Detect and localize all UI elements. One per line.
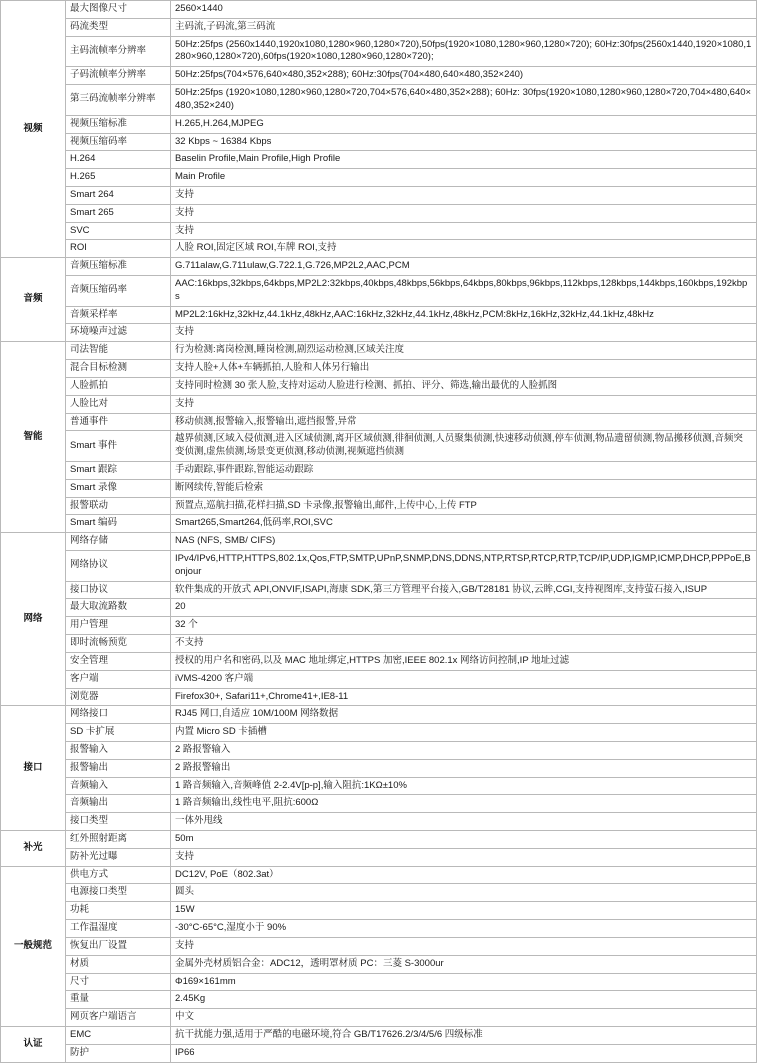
spec-value: 支持: [171, 204, 757, 222]
table-row: [1, 955, 757, 973]
spec-value: 支持同时检测 30 张人脸,支持对运动人脸进行检测、抓拍、评分、筛选,输出最优的人脸抓图: [171, 377, 757, 395]
spec-label: 最大图像尺寸: [66, 1, 171, 19]
spec-label: 材质: [66, 955, 171, 973]
spec-label: 网络接口: [66, 706, 171, 724]
table-row: [1, 276, 757, 307]
spec-label: 尺寸: [66, 973, 171, 991]
spec-value: 断网续传,智能后检索: [171, 479, 757, 497]
table-row: [1, 461, 757, 479]
spec-label: 网络协议: [66, 551, 171, 582]
spec-value: 主码流,子码流,第三码流: [171, 18, 757, 36]
spec-value: 1 路音频输出,线性电平,阻抗:600Ω: [171, 795, 757, 813]
spec-label: 报警联动: [66, 497, 171, 515]
spec-value: 不支持: [171, 635, 757, 653]
table-row: [1, 377, 757, 395]
spec-label: 电源接口类型: [66, 884, 171, 902]
spec-label: Smart 编码: [66, 515, 171, 533]
spec-label: 音频输入: [66, 777, 171, 795]
table-row: [1, 533, 757, 551]
spec-value: IPv4/IPv6,HTTP,HTTPS,802.1x,Qos,FTP,SMTP,UPnP,SNMP,DNS,DDNS,NTP,RTSP,RTCP,RTP,TCP/IP,UDP,IGMP,ICMP,DHCP,PPPoE,Bonjour: [171, 551, 757, 582]
spec-label: 报警输出: [66, 759, 171, 777]
spec-value: -30°C-65°C,湿度小于 90%: [171, 920, 757, 938]
spec-value: 50Hz:25fps (2560x1440,1920x1080,1280×960,1280×720),50fps(1920×1080,1280×960,1280×720); 60Hz:30fps(2560x1440,1920×1080,1280×960,1280×720),60fps(1920×1080,1280×960,1280×720);: [171, 36, 757, 67]
spec-label: 工作温湿度: [66, 920, 171, 938]
table-row: [1, 724, 757, 742]
spec-value: 1 路音频输入,音频峰值 2-2.4V[p-p],输入阻抗:1KΩ±10%: [171, 777, 757, 795]
spec-label: 即时流畅预览: [66, 635, 171, 653]
spec-value: 50Hz:25fps (1920×1080,1280×960,1280×720,704×576,640×480,352×288); 60Hz: 30fps(1920×1080,1280×960,1280×720,704×480,640×480,352×240): [171, 85, 757, 116]
specification-table-body: [1, 1, 757, 1063]
spec-label: EMC: [66, 1026, 171, 1044]
spec-label: 接口类型: [66, 813, 171, 831]
spec-label: 音频输出: [66, 795, 171, 813]
spec-value: Firefox30+, Safari11+,Chrome41+,IE8-11: [171, 688, 757, 706]
spec-value: 支持: [171, 186, 757, 204]
table-row: [1, 479, 757, 497]
spec-label: 环境噪声过滤: [66, 324, 171, 342]
spec-label: 司法智能: [66, 342, 171, 360]
spec-label: 最大取流路数: [66, 599, 171, 617]
spec-label: 供电方式: [66, 866, 171, 884]
spec-value: NAS (NFS, SMB/ CIFS): [171, 533, 757, 551]
table-row: [1, 617, 757, 635]
table-row: [1, 413, 757, 431]
table-row: [1, 151, 757, 169]
spec-value: 2 路报警输入: [171, 741, 757, 759]
spec-label: SVC: [66, 222, 171, 240]
spec-value: 支持: [171, 848, 757, 866]
table-row: [1, 497, 757, 515]
table-row: [1, 306, 757, 324]
spec-group-name: 认证: [1, 1026, 66, 1062]
spec-label: 视频压缩码率: [66, 133, 171, 151]
table-row: [1, 67, 757, 85]
spec-value: 抗干扰能力强,适用于严酷的电磁环境,符合 GB/T17626.2/3/4/5/6 四级标准: [171, 1026, 757, 1044]
spec-label: H.265: [66, 169, 171, 187]
spec-label: 子码流帧率分辨率: [66, 67, 171, 85]
spec-value: Φ169×161mm: [171, 973, 757, 991]
table-row: [1, 848, 757, 866]
table-row: [1, 920, 757, 938]
spec-label: 音频采样率: [66, 306, 171, 324]
table-row: [1, 1026, 757, 1044]
spec-value: 2.45Kg: [171, 991, 757, 1009]
table-row: [1, 258, 757, 276]
table-row: [1, 551, 757, 582]
table-row: [1, 599, 757, 617]
spec-value: 内置 Micro SD 卡插槽: [171, 724, 757, 742]
table-row: [1, 777, 757, 795]
spec-value: MP2L2:16kHz,32kHz,44.1kHz,48kHz,AAC:16kHz,32kHz,44.1kHz,48kHz,PCM:8kHz,16kHz,32kHz,44.1kHz,48kHz: [171, 306, 757, 324]
spec-label: Smart 265: [66, 204, 171, 222]
spec-value: 支持: [171, 395, 757, 413]
table-row: [1, 866, 757, 884]
table-row: [1, 688, 757, 706]
spec-value: 行为检测:离岗检测,睡岗检测,剧烈运动检测,区域关注度: [171, 342, 757, 360]
spec-value: 32 个: [171, 617, 757, 635]
table-row: [1, 204, 757, 222]
spec-value: 中文: [171, 1009, 757, 1027]
spec-value: 一体外甩线: [171, 813, 757, 831]
spec-label: Smart 跟踪: [66, 461, 171, 479]
table-row: [1, 991, 757, 1009]
table-row: [1, 342, 757, 360]
table-row: [1, 759, 757, 777]
spec-value: Main Profile: [171, 169, 757, 187]
spec-value: IP66: [171, 1044, 757, 1062]
spec-value: 支持人脸+人体+车辆抓拍,人脸和人体另行输出: [171, 360, 757, 378]
spec-value: 预置点,巡航扫描,花样扫描,SD 卡录像,报警输出,邮件,上传中心,上传 FTP: [171, 497, 757, 515]
spec-label: 浏览器: [66, 688, 171, 706]
spec-value: iVMS-4200 客户端: [171, 670, 757, 688]
spec-group-name: 补光: [1, 831, 66, 867]
spec-label: 主码流帧率分辨率: [66, 36, 171, 67]
spec-value: 支持: [171, 937, 757, 955]
table-row: [1, 133, 757, 151]
table-row: [1, 169, 757, 187]
table-row: [1, 324, 757, 342]
spec-value: 50Hz:25fps(704×576,640×480,352×288); 60Hz:30fps(704×480,640×480,352×240): [171, 67, 757, 85]
spec-value: 2560×1440: [171, 1, 757, 19]
table-row: [1, 395, 757, 413]
spec-label: 重量: [66, 991, 171, 1009]
spec-value: DC12V, PoE（802.3at）: [171, 866, 757, 884]
spec-group-name: 接口: [1, 706, 66, 831]
spec-label: 普通事件: [66, 413, 171, 431]
spec-value: AAC:16kbps,32kbps,64kbps,MP2L2:32kbps,40kbps,48kbps,56kbps,64kbps,80kbps,96kbps,112kbps,128kbps,144kbps,160kbps,192kbps: [171, 276, 757, 307]
table-row: [1, 706, 757, 724]
spec-label: 网页客户端语言: [66, 1009, 171, 1027]
spec-label: SD 卡扩展: [66, 724, 171, 742]
table-row: [1, 240, 757, 258]
spec-value: 支持: [171, 222, 757, 240]
spec-label: 码流类型: [66, 18, 171, 36]
spec-group-name: 网络: [1, 533, 66, 706]
spec-label: 人脸抓拍: [66, 377, 171, 395]
spec-value: 50m: [171, 831, 757, 849]
table-row: [1, 795, 757, 813]
spec-label: 防护: [66, 1044, 171, 1062]
table-row: [1, 515, 757, 533]
table-row: [1, 85, 757, 116]
table-row: [1, 1044, 757, 1062]
spec-label: Smart 事件: [66, 431, 171, 462]
spec-value: 15W: [171, 902, 757, 920]
spec-value: Smart265,Smart264,低码率,ROI,SVC: [171, 515, 757, 533]
table-row: [1, 741, 757, 759]
spec-label: 混合目标检测: [66, 360, 171, 378]
table-row: [1, 360, 757, 378]
table-row: [1, 670, 757, 688]
table-row: [1, 652, 757, 670]
spec-value: 金属外壳材质铝合金：ADC12，透明罩材质 PC：三菱 S-3000ur: [171, 955, 757, 973]
spec-label: 用户管理: [66, 617, 171, 635]
table-row: [1, 973, 757, 991]
table-row: [1, 36, 757, 67]
table-row: [1, 884, 757, 902]
spec-label: 接口协议: [66, 581, 171, 599]
spec-group-name: 一般规范: [1, 866, 66, 1026]
spec-label: 网络存储: [66, 533, 171, 551]
spec-label: 报警输入: [66, 741, 171, 759]
spec-value: 2 路报警输出: [171, 759, 757, 777]
spec-label: 红外照射距离: [66, 831, 171, 849]
table-row: [1, 186, 757, 204]
spec-value: G.711alaw,G.711ulaw,G.722.1,G.726,MP2L2,AAC,PCM: [171, 258, 757, 276]
spec-value: 支持: [171, 324, 757, 342]
table-row: [1, 115, 757, 133]
table-row: [1, 831, 757, 849]
spec-label: Smart 录像: [66, 479, 171, 497]
spec-label: 音频压缩标准: [66, 258, 171, 276]
spec-value: 圆头: [171, 884, 757, 902]
spec-label: 人脸比对: [66, 395, 171, 413]
spec-label: 第三码流帧率分辨率: [66, 85, 171, 116]
spec-value: RJ45 网口,自适应 10M/100M 网络数据: [171, 706, 757, 724]
spec-label: 音频压缩码率: [66, 276, 171, 307]
spec-label: ROI: [66, 240, 171, 258]
spec-group-name: 视频: [1, 1, 66, 258]
spec-group-name: 音频: [1, 258, 66, 342]
table-row: [1, 902, 757, 920]
table-row: [1, 581, 757, 599]
table-row: [1, 1009, 757, 1027]
spec-value: 手动跟踪,事件跟踪,智能运动跟踪: [171, 461, 757, 479]
spec-value: Baselin Profile,Main Profile,High Profile: [171, 151, 757, 169]
table-row: [1, 222, 757, 240]
table-row: [1, 937, 757, 955]
spec-label: H.264: [66, 151, 171, 169]
spec-value: 软件集成的开放式 API,ONVIF,ISAPI,海康 SDK,第三方管理平台接入,GB/T28181 协议,云眸,CGI,支持视图库,支持萤石接入,ISUP: [171, 581, 757, 599]
spec-label: 安全管理: [66, 652, 171, 670]
spec-value: 移动侦测,报警输入,报警输出,遮挡报警,异常: [171, 413, 757, 431]
spec-value: 授权的用户名和密码,以及 MAC 地址绑定,HTTPS 加密,IEEE 802.1x 网络访问控制,IP 地址过滤: [171, 652, 757, 670]
spec-group-name: 智能: [1, 342, 66, 533]
table-row: [1, 1, 757, 19]
table-row: [1, 431, 757, 462]
spec-label: 视频压缩标准: [66, 115, 171, 133]
table-row: [1, 635, 757, 653]
spec-value: 32 Kbps ~ 16384 Kbps: [171, 133, 757, 151]
spec-value: H.265,H.264,MJPEG: [171, 115, 757, 133]
spec-value: 越界侦测,区域入侵侦测,进入区域侦测,离开区域侦测,徘徊侦测,人员聚集侦测,快速移动侦测,停车侦测,物品遗留侦测,物品搬移侦测,音频突变侦测,虚焦侦测,场景变更侦测,移动侦测,视频遮挡侦测: [171, 431, 757, 462]
spec-value: 人脸 ROI,固定区域 ROI,车牌 ROI,支持: [171, 240, 757, 258]
spec-label: 防补光过曝: [66, 848, 171, 866]
table-row: [1, 18, 757, 36]
spec-label: Smart 264: [66, 186, 171, 204]
table-row: [1, 813, 757, 831]
spec-label: 恢复出厂设置: [66, 937, 171, 955]
spec-label: 客户端: [66, 670, 171, 688]
spec-label: 功耗: [66, 902, 171, 920]
spec-value: 20: [171, 599, 757, 617]
